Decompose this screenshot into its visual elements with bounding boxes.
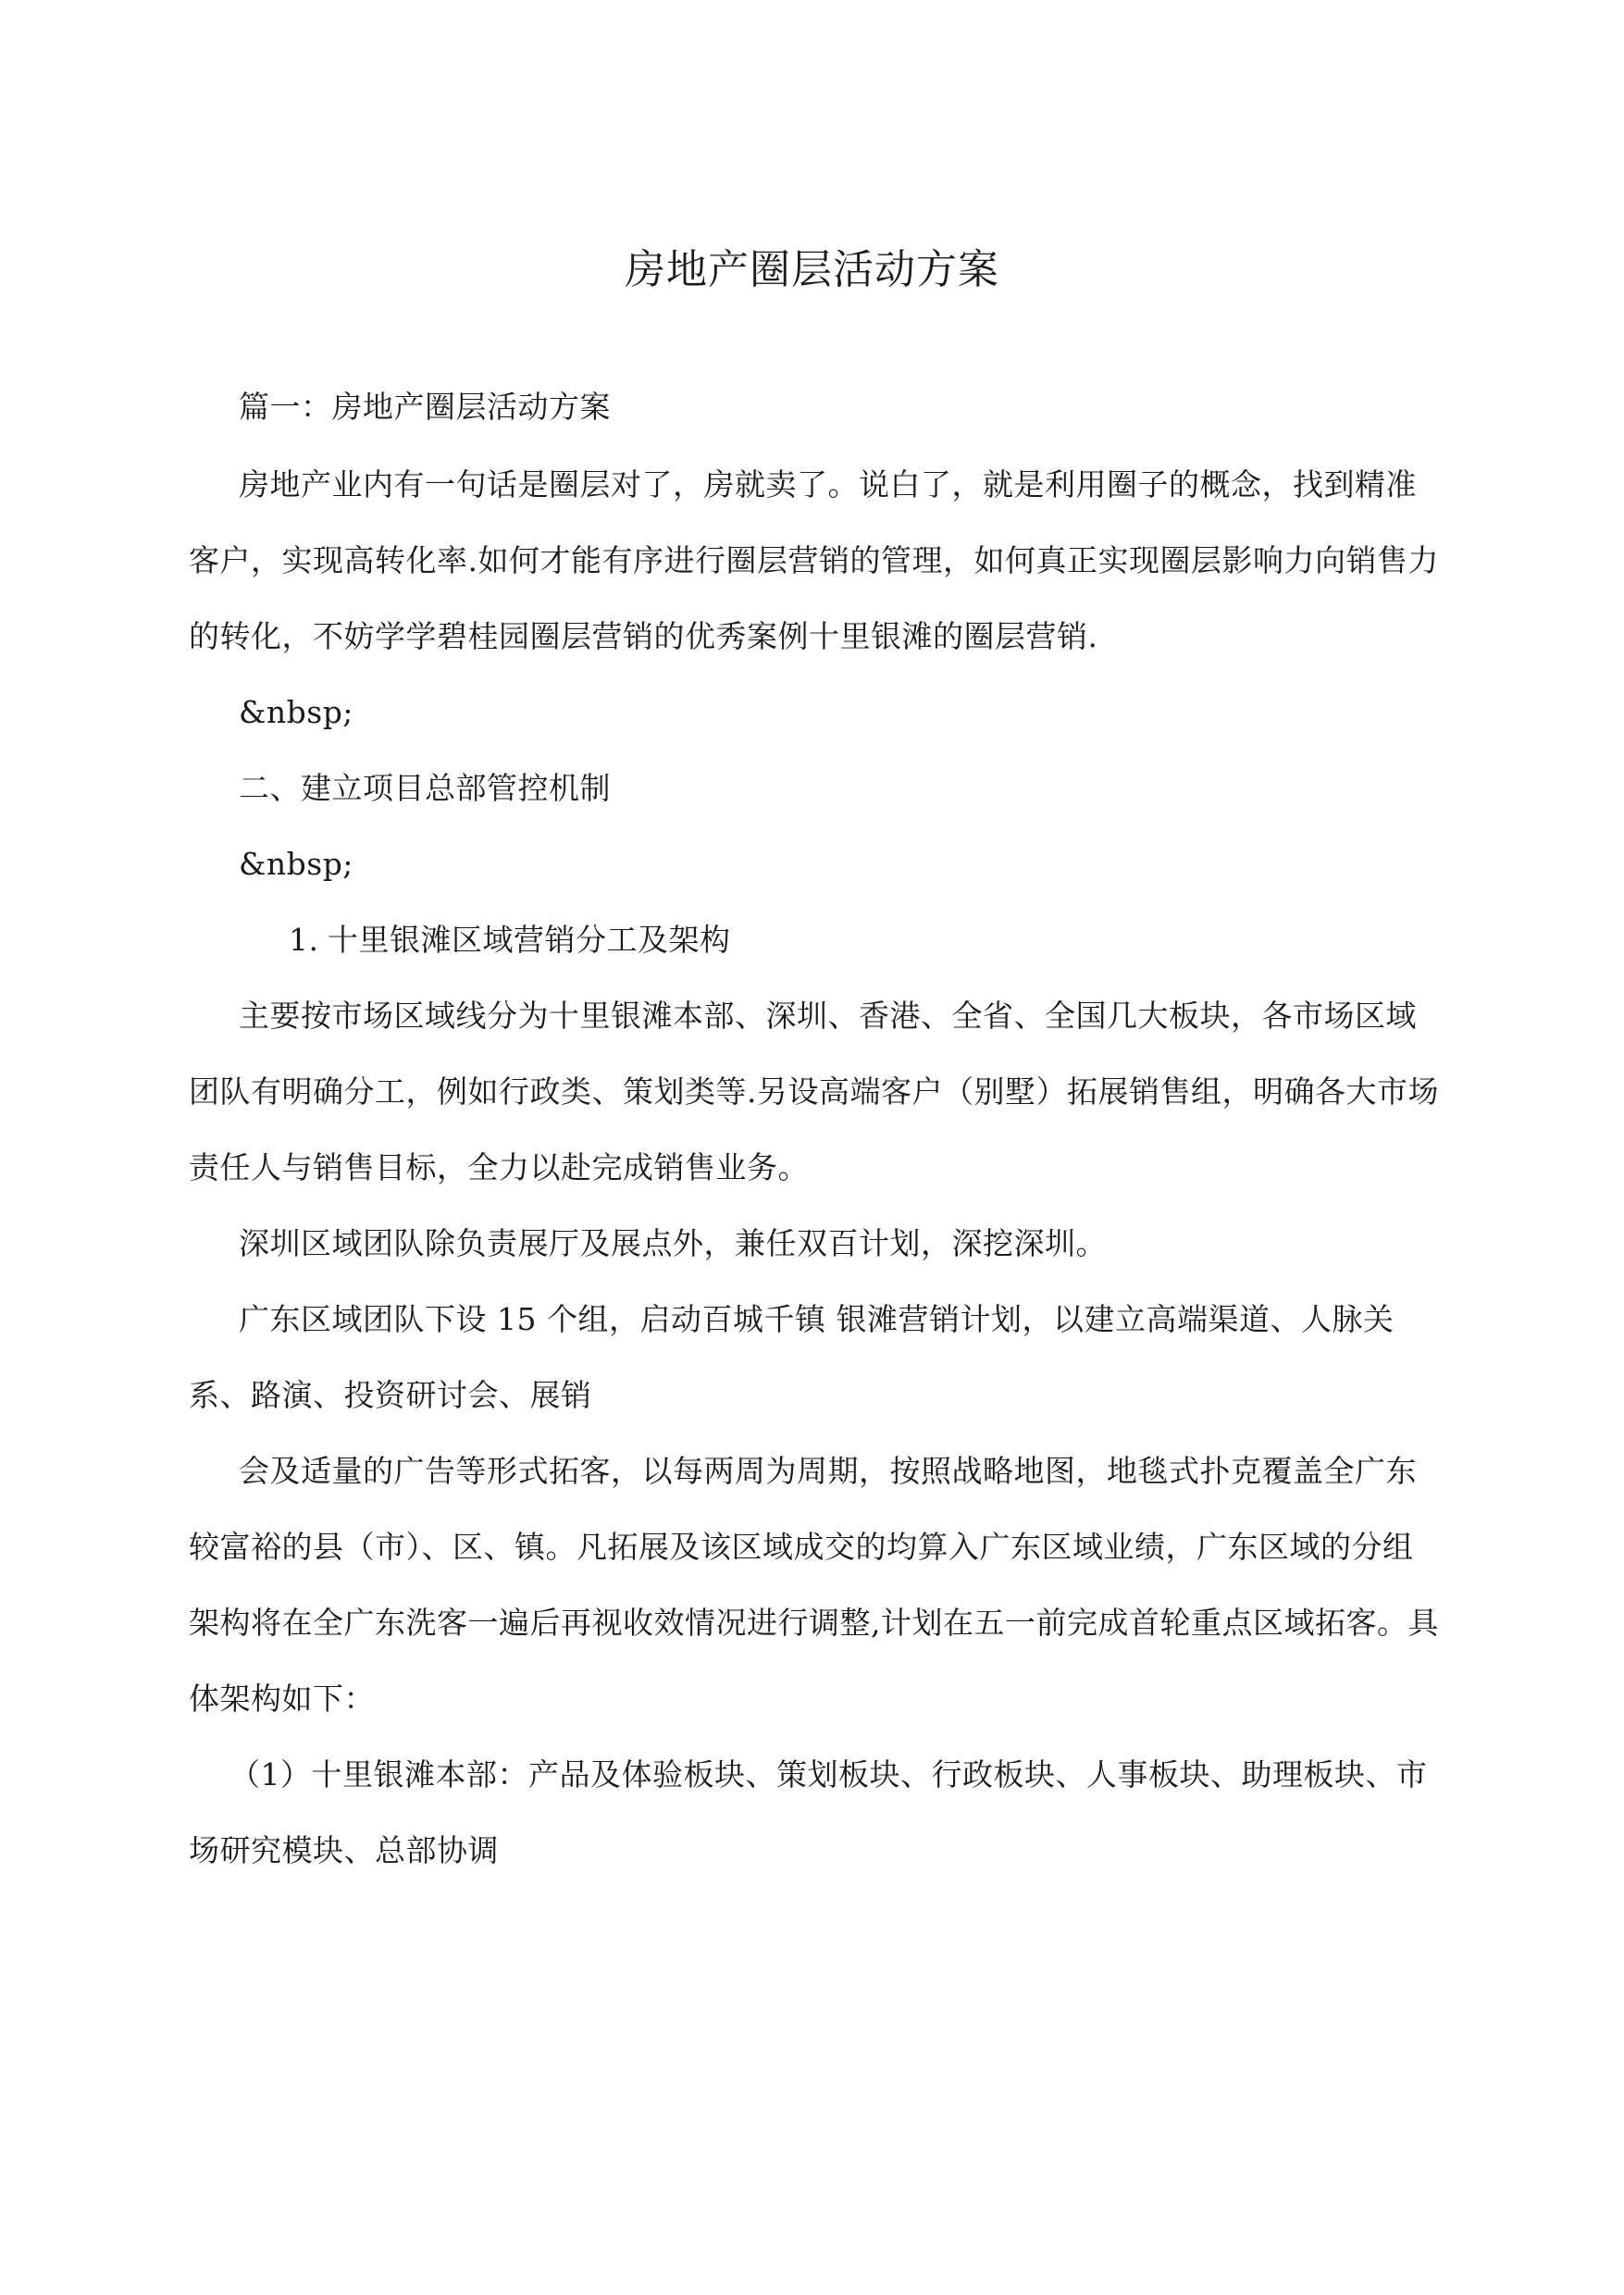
shenzhen-team-paragraph: 深圳区域团队除负责展厅及展点外，兼任双百计划，深挖深圳。 [239, 1225, 1107, 1261]
structure-item-1: （1）十里银滩本部：产品及体验板块、策划板块、行政板块、人事板块、助理板块、市场研究模块、总部协调 [189, 1756, 1428, 1868]
numbered-heading [189, 902, 1440, 978]
guangdong-expansion-paragraph: 会及适量的广告等形式拓客，以每两周为周期，按照战略地图，地毯式扑克覆盖全广东较富裕的县（市）、区、镇。凡拓展及该区域成交的均算入广东区域业绩，广东区域的分组架构将在全广东洗客一遍后再视收效情况进行调整,计划在五一前完成首轮重点区域拓客。具体架构如下： [189, 1453, 1439, 1717]
market-division-paragraph: 主要按市场区域线分为十里银滩本部、深圳、香港、全省、全国几大板块，各市场区域团队有明确分工，例如行政类、策划类等.另设高端客户（别墅）拓展销售组，明确各大市场责任人与销售目标，全力以赴完成销售业务。 [189, 998, 1439, 1185]
section-heading-two: 二、建立项目总部管控机制 [239, 770, 611, 806]
document-title: 房地产圈层活动方案 [625, 246, 999, 293]
intro-paragraph: 房地产业内有一句话是圈层对了，房就卖了。说白了，就是利用圈子的概念，找到精准客户，实现高转化率.如何才能有序进行圈层营销的管理，如何真正实现圈层影响力向销售力的转化，不妨学学碧桂园圈层营销的优秀案例十里银滩的圈层营销. [189, 466, 1439, 654]
nbsp-line: &nbsp; [239, 694, 353, 730]
nbsp-line: &nbsp; [239, 846, 353, 882]
guangdong-team-paragraph: 广东区域团队下设 15 个组，启动百城千镇 银滩营销计划，以建立高端渠道、人脉关系、路演、投资研讨会、展销 [189, 1301, 1395, 1413]
section-heading-part-one: 篇一：房地产圈层活动方案 [239, 389, 611, 425]
item-number: 1. [289, 922, 319, 958]
item-text: 十里银滩区域营销分工及架构 [328, 922, 731, 958]
